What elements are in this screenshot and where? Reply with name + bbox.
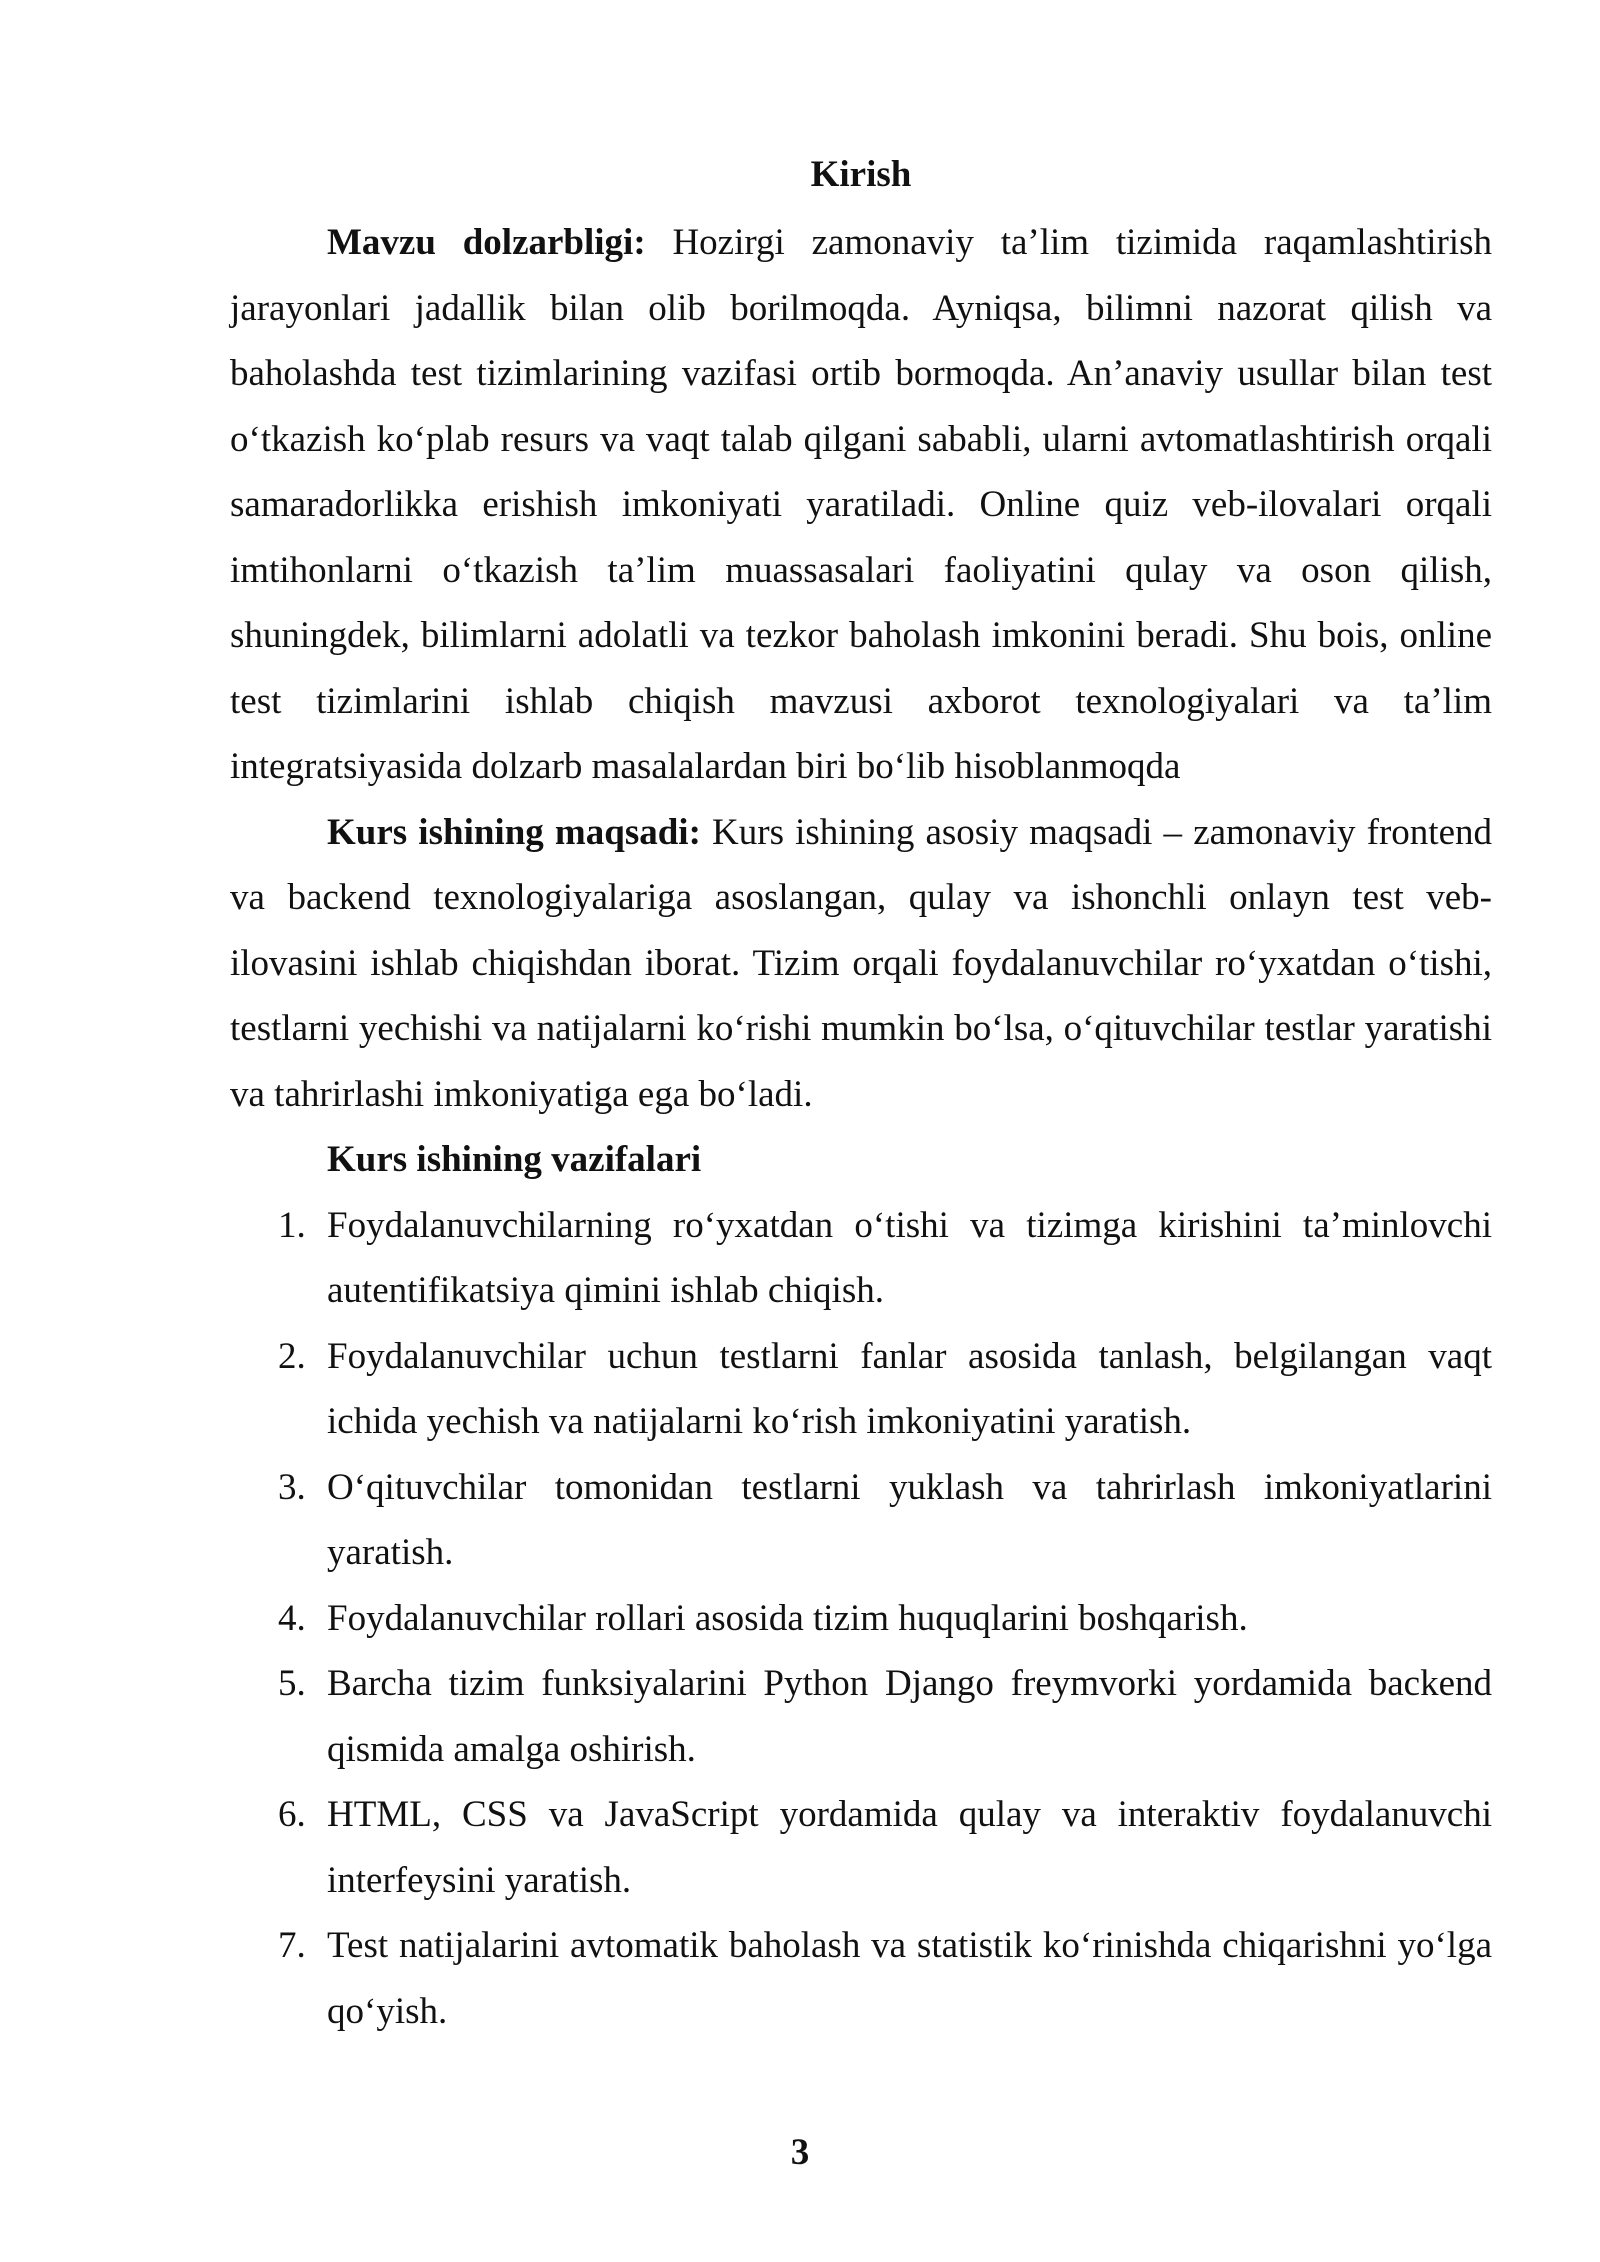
page-number: 3 xyxy=(790,2132,810,2173)
relevance-paragraph xyxy=(230,210,1492,800)
list-item-text: Foydalanuvchilar uchun testlarni fanlar asosida tanlash, belgilangan vaqt ichida yechish va natijalarni ko‘rish imkoniyatini yaratish. xyxy=(327,1335,1492,1442)
list-item xyxy=(230,1651,1492,1782)
list-item-number: 4. xyxy=(278,1597,306,1639)
list-item-text: Test natijalarini avtomatik baholash va statistik ko‘rinishda chiqarishni yo‘lga qo‘yish. xyxy=(327,1925,1492,2032)
goal-text: Kurs ishining asosiy maqsadi – zamonaviy frontend va backend texnologiyalariga asoslangan, qulay va ishonchli onlayn test veb-ilovasini ishlab chiqishdan iborat. Tizim orqali foydalanuvchilar ro‘yxatdan o‘tishi, testlarni yechishi va natijalarni ko‘rishi mumkin bo‘lsa, o‘qituvchilar testlar yaratishi va tahrirlashi imkoniyatiga ega bo‘ladi. xyxy=(230,811,1492,1115)
list-item xyxy=(230,1913,1492,2044)
list-item xyxy=(230,1455,1492,1586)
list-item-number: 3. xyxy=(278,1466,306,1508)
list-item-text: O‘qituvchilar tomonidan testlarni yuklash va tahrirlash imkoniyatlarini yaratish. xyxy=(327,1466,1492,1573)
tasks-list xyxy=(230,1193,1492,2045)
list-item xyxy=(230,1324,1492,1455)
list-item-text: Barcha tizim funksiyalarini Python Django freymvorki yordamida backend qismida amalga oshirish. xyxy=(327,1663,1492,1770)
list-item xyxy=(230,1193,1492,1324)
list-item-number: 7. xyxy=(278,1925,306,1966)
page-title: Kirish xyxy=(810,154,912,195)
list-item-text: Foydalanuvchilarning ro‘yxatdan o‘tishi va tizimga kirishini ta’minlovchi autentifikatsiya qimini ishlab chiqish. xyxy=(327,1204,1492,1311)
relevance-label: Mavzu dolzarbligi: xyxy=(327,222,646,263)
goal-paragraph xyxy=(230,800,1492,1128)
tasks-heading: Kurs ishining vazifalari xyxy=(327,1139,702,1180)
list-item-number: 1. xyxy=(278,1204,306,1246)
list-item-number: 5. xyxy=(278,1663,306,1704)
list-item-text: HTML, CSS va JavaScript yordamida qulay va interaktiv foydalanuvchi interfeysini yaratish. xyxy=(327,1794,1492,1901)
goal-label: Kurs ishining maqsadi: xyxy=(327,811,701,853)
list-item-number: 2. xyxy=(278,1335,306,1377)
relevance-text: Hozirgi zamonaviy ta’lim tizimida raqamlashtirish jarayonlari jadallik bilan olib borilmoqda. Ayniqsa, bilimni nazorat qilish va baholashda test tizimlarining vazifasi ortib bormoqda. An’anaviy usullar bilan test o‘tkazish ko‘plab resurs va vaqt talab qilgani sababli, ularni avtomatlashtirish orqali samaradorlikka erishish imkoniyati yaratiladi. Online quiz veb-ilovalari orqali imtihonlarni o‘tkazish ta’lim muassasalari faoliyatini qulay va oson qilish, shuningdek, bilimlarni adolatli va tezkor baholash imkonini beradi. Shu bois, online test tizimlarini ishlab chiqish mavzusi axborot texnologiyalari va ta’lim integratsiyasida dolzarb masalalardan biri bo‘lib hisoblanmoqda xyxy=(230,222,1492,787)
list-item-text: Foydalanuvchilar rollari asosida tizim huquqlarini boshqarish. xyxy=(327,1597,1248,1639)
list-item xyxy=(230,1782,1492,1913)
list-item-number: 6. xyxy=(278,1794,306,1835)
list-item xyxy=(230,1586,1492,1652)
page-content xyxy=(230,148,1492,2044)
